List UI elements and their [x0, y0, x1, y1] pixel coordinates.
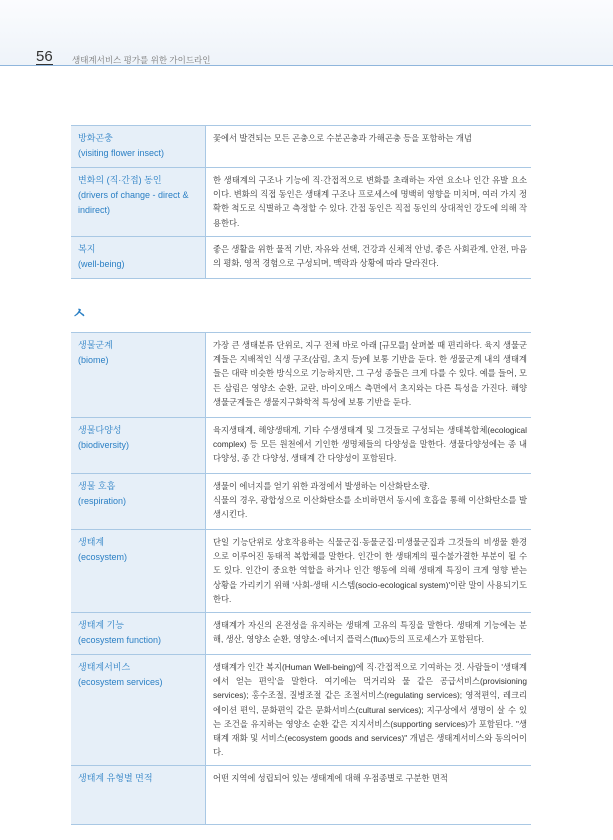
running-title: 생태계서비스 평가를 위한 가이드라인: [72, 55, 211, 65]
term-cell: [71, 236, 206, 278]
term-english: (ecosystem services): [78, 677, 163, 688]
glossary-row: [71, 474, 531, 530]
term-cell: [71, 530, 206, 613]
term-cell: [71, 126, 206, 168]
glossary-row: [71, 236, 531, 278]
definition-cell: 생태계가 인간 복지(Human Well-being)에 직·간접적으로 기여하는 것. 사람들이 '생태계에서 얻는 편익'을 말한다. 여기에는 먹거리와 물 같은 공급서비스(provisioning services); 홍수조절, 질병조절 같은 조절서비스(regulating services); 영적편익, 레크리에이션 편익, 문화편익 같은 문화서비스(cultural services); 지구상에서 생명이 살 수 있는 조건을 유지하는 영양소 순환 같은 지지서비스(supporting services)가 포함된다. "생 태계 재화 및 서비스(ecosystem goods and services)" 개념은 생태계서비스와 동의어이다.: [206, 655, 532, 766]
term-korean: 생태계 유형별 면적: [78, 773, 153, 784]
term-cell: [71, 474, 206, 530]
term-cell: [71, 168, 206, 237]
glossary-row: [71, 613, 531, 655]
definition-cell: 좋은 생활을 위한 물적 기반, 자유와 선택, 건강과 신체적 안녕, 좋은 사회관계, 안전, 마음의 평화, 영적 경험으로 구성되며, 맥락과 상황에 따라 달라진다.: [206, 236, 532, 278]
term-cell: [71, 766, 206, 825]
term-cell: [71, 655, 206, 766]
definition-cell: 단일 기능단위로 상호작용하는 식물군집·동물군집·미생물군집과 그것들의 비생물 환경으로 이루어진 동태적 복합체를 말한다. 인간이 한 생태계의 필수불가결한 부분이 될 수도 있다. 인간이 중요한 역할을 하거나 인간 행동에 의해 생태계 특징이 크게 영향 받는 상황을 가리키기 위해 '사회-생태 시스템(socio-ecological system)'이란 말이 사용되기도 한다.: [206, 530, 532, 613]
term-korean: 생태계 기능: [78, 620, 124, 631]
glossary-row: [71, 126, 531, 168]
glossary-row: [71, 530, 531, 613]
glossary-table-1: [71, 125, 531, 279]
definition-cell: 생물이 에너지를 얻기 위한 과정에서 발생하는 이산화탄소량. 식물의 경우, 광합성으로 이산화탄소를 소비하면서 동시에 호흡을 통해 이산화탄소를 발생시킨다.: [206, 474, 532, 530]
definition-cell: 어떤 지역에 성립되어 있는 생태계에 대해 우점종별로 구분한 면적: [206, 766, 532, 825]
definition-cell: 육지생태계, 해양생태계, 기타 수생생태계 및 그것들로 구성되는 생태복합체(ecological complex) 등 모든 원천에서 기인한 생명체들의 다양성을 말한다. 생물다양성에는 종 내 다양성, 종 간 다양성, 생태계 간 다양성이 포함된다.: [206, 418, 532, 474]
glossary-row: [71, 168, 531, 237]
term-korean: 복지: [78, 243, 96, 254]
term-english: (visiting flower insect): [78, 148, 165, 158]
definition-cell: 생태계가 자신의 온전성을 유지하는 생태계 고유의 특징을 말한다. 생태계 기능에는 분해, 생산, 영양소 순환, 영양소·에너지 플럭스(flux)등의 프로세스가 포함된다.: [206, 613, 532, 655]
term-korean: 생태계서비스: [78, 662, 131, 673]
page-header: [0, 0, 613, 66]
page-number: 56: [36, 48, 53, 65]
glossary-row: [71, 655, 531, 766]
term-cell: [71, 613, 206, 655]
definition-cell: 가장 큰 생태분류 단위로, 지구 전체 바로 아래 [규모를] 살펴볼 때 편리하다. 육지 생물군계들은 지배적인 식생 구조(삼림, 초지 등)에 보통 기반을 둔다. 한 생물군계 내의 생태계들은 대략 비슷한 방식으로 기능하지만, 그 구성 종들은 크게 다를 수 있다. 예를 들어, 모든 삼림은 영양소 순환, 교란, 바이오매스 측면에서 초지와는 다른 특성을 가진다. 해양 생물군계들은 생물지구화학적 특성에 보통 기반을 둔다.: [206, 333, 532, 418]
term-korean: 변화의 (직·간접) 동인: [78, 175, 162, 185]
term-cell: [71, 418, 206, 474]
term-korean: 방화곤충: [78, 133, 113, 143]
term-english: (ecosystem): [78, 552, 128, 562]
term-korean: 생물군계: [78, 340, 113, 350]
glossary-row: [71, 766, 531, 825]
term-english: (drivers of change - direct & indirect): [78, 190, 189, 215]
glossary-table-2: [71, 332, 531, 825]
term-korean: 생물 호흡: [78, 481, 116, 491]
term-korean: 생물다양성: [78, 425, 122, 435]
glossary-row: [71, 418, 531, 474]
term-korean: 생태계: [78, 537, 105, 547]
term-english: (ecosystem function): [78, 635, 162, 646]
term-cell: [71, 333, 206, 418]
term-english: (biome): [78, 355, 109, 365]
term-english: (well-being): [78, 258, 125, 269]
definition-cell: 한 생태계의 구조나 기능에 직·간접적으로 변화를 초래하는 자연 요소나 인간 유발 요소이다. 변화의 직접 동인은 생태계 구조나 프로세스에 명백히 영향을 미치며, 여러 가지 정확한 척도로 식별하고 측정할 수 있다. 간접 동인은 직접 동인의 상대적인 강도에 의해 작용한다.: [206, 168, 532, 237]
definition-cell: 꽃에서 발견되는 모든 곤충으로 수분곤충과 가해곤충 등을 포함하는 개념: [206, 126, 532, 168]
section-letter: ㅅ: [72, 305, 87, 322]
term-english: (biodiversity): [78, 440, 130, 450]
glossary-row: [71, 333, 531, 418]
term-english: (respiration): [78, 496, 127, 506]
